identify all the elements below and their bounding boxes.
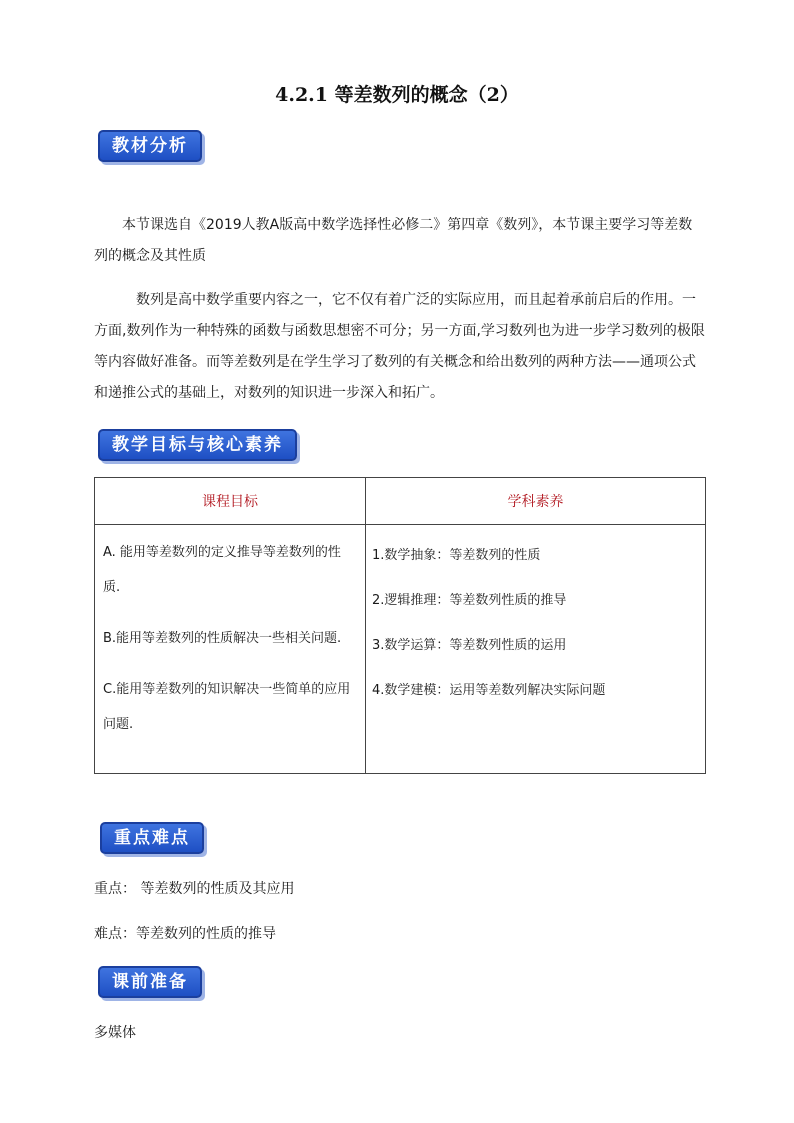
- goal-item: C.能用等差数列的知识解决一些简单的应用问题.: [103, 682, 351, 732]
- section-badge-analysis: 教材分析: [98, 130, 202, 162]
- section-badge-goals: 教学目标与核心素养: [98, 429, 297, 461]
- section-badge-keypoints: 重点难点: [100, 822, 204, 854]
- goals-table: [94, 477, 706, 774]
- analysis-paragraph-2: 数列是高中数学重要内容之一，它不仅有着广泛的实际应用，而且起着承前启后的作用。一方面,数列作为一种特殊的函数与函数思想密不可分；另一方面,学习数列也为进一步学习数列的极限等内容做好准备。而等差数列是在学生学习了数列的有关概念和给出数列的两种方法——通项公式和递推公式的基础上，对数列的知识进一步深入和拓广。: [94, 292, 705, 401]
- table-header-goals: 课程目标: [95, 478, 366, 525]
- literacy-item: 2.逻辑推理：等差数列性质的推导: [372, 593, 567, 608]
- goal-item: A. 能用等差数列的定义推导等差数列的性质.: [103, 545, 341, 595]
- literacy-item: 3.数学运算：等差数列性质的运用: [372, 638, 567, 653]
- key-point-text: 重点： 等差数列的性质及其应用: [94, 881, 295, 897]
- goal-item: B.能用等差数列的性质解决一些相关问题.: [103, 631, 342, 646]
- analysis-paragraph-1: 本节课选自《2019人教A版高中数学选择性必修二》第四章《数列》，本节课主要学习等差数列的概念及其性质: [94, 217, 693, 264]
- page-title: 4.2.1 等差数列的概念（2）: [275, 84, 519, 106]
- section-badge-prep: 课前准备: [98, 966, 202, 998]
- goals-cell: [95, 525, 366, 774]
- literacy-cell: [366, 525, 706, 774]
- table-row: [95, 525, 706, 774]
- table-header-row: [95, 478, 706, 525]
- literacy-item: 1.数学抽象：等差数列的性质: [372, 548, 541, 563]
- table-header-literacy: 学科素养: [366, 478, 706, 525]
- prep-text: 多媒体: [94, 1025, 136, 1041]
- literacy-item: 4.数学建模：运用等差数列解决实际问题: [372, 683, 606, 698]
- difficulty-text: 难点：等差数列的性质的推导: [94, 926, 276, 942]
